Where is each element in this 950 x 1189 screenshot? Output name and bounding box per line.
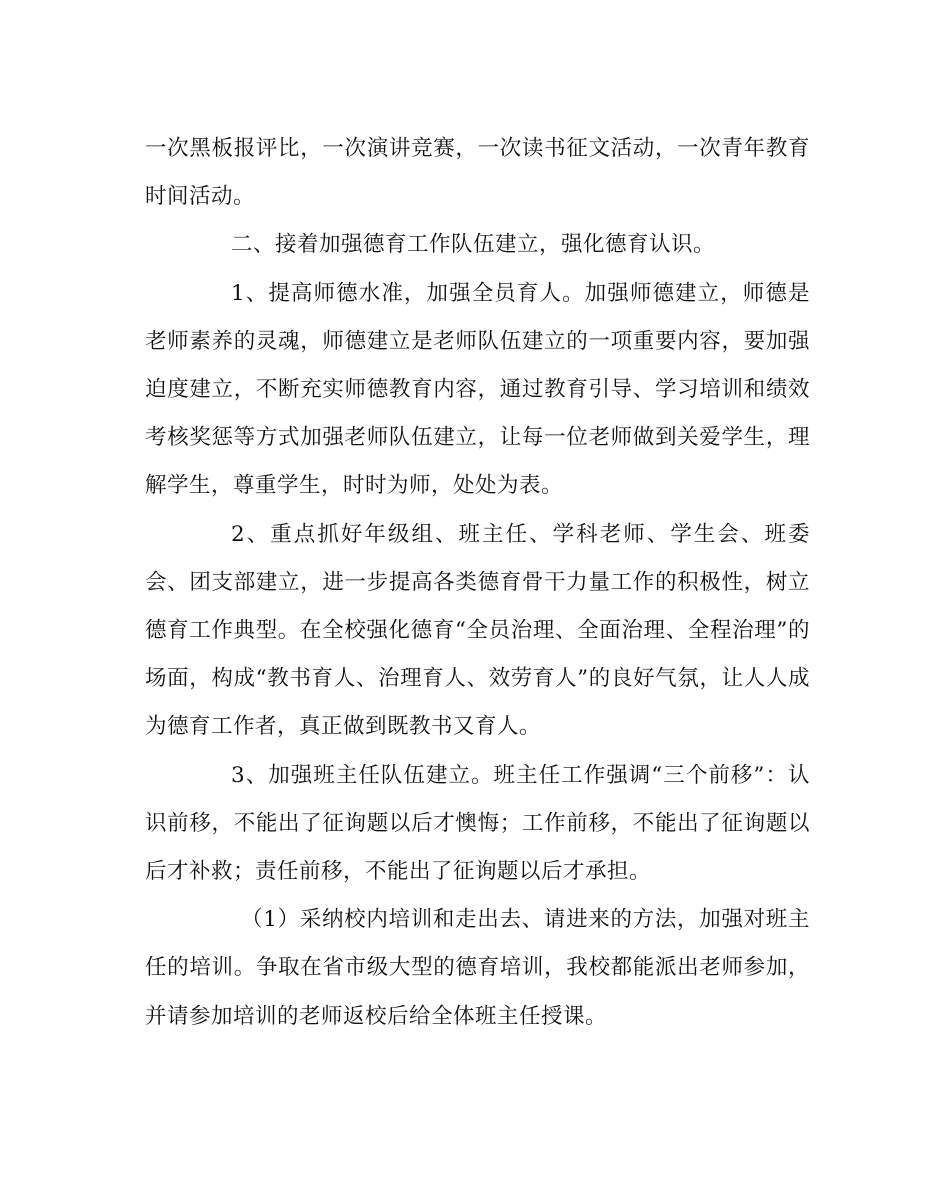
section-heading-2: 二、接着加强德育工作队伍建立，强化德育认识。 [231,232,716,258]
paragraph-item-1: 1、提高师德水准，加强全员育人。加强师德建立，师德是老师素养的灵魂，师德建立是老师队伍建立的一项重要内容，要加强迫度建立，不断充实师德教育内容，通过教育引导、学习培训和绩效考核奖惩等方式加强老师队伍建立，让每一位老师做到关爱学生，理解学生，尊重学生，时时为师，处处为表。 [145,280,810,499]
paragraph-item-3: 3、加强班主任队伍建立。班主任工作强调“三个前移”：认识前移，不能出了征询题以后才懊悔；工作前移，不能出了征询题以后才补救；责任前移，不能出了征询题以后才承担。 [145,762,810,885]
paragraph-continuation: 一次黑板报评比，一次演讲竞赛，一次读书征文活动，一次青年教育时间活动。 [145,136,810,210]
document-body [145,125,810,1041]
paragraph-subitem-1: （1）采纳校内培训和走出去、请进来的方法，加强对班主任的培训。争取在省市级大型的德育培训，我校都能派出老师参加，并请参加培训的老师返校后给全体班主任授课。 [145,907,810,1029]
paragraph-item-2: 2、重点抓好年级组、班主任、学科老师、学生会、班委会、团支部建立，进一步提高各类德育骨干力量工作的积极性，树立德育工作典型。在全校强化德育“全员治理、全面治理、全程治理”的场面，构成“教书育人、治理育人、效劳育人”的良好气氛，让人人成为德育工作者，真正做到既教书又育人。 [145,521,810,740]
